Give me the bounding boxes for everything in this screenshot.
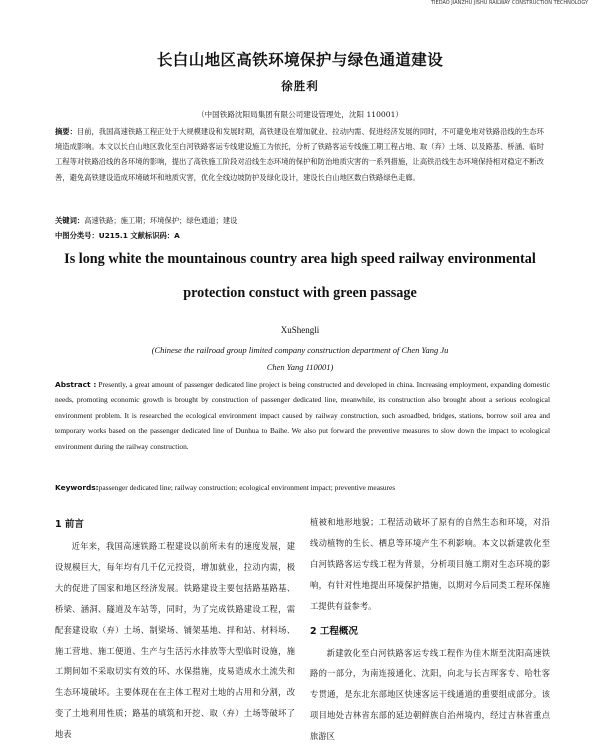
right-column — [310, 512, 550, 747]
english-affiliation-line1: (Chinese the railroad group limited company construction department of Chen Yang Ju — [151, 345, 449, 355]
english-title-line2: protection constuct with green passage — [183, 285, 417, 301]
journal-header: TIEDAO JIANZHU JISHU RAILWAY CONSTRUCTION TECHNOLOGY — [431, 0, 588, 6]
english-abstract — [55, 377, 550, 454]
chinese-author: 徐胜利 — [281, 79, 319, 93]
section2-paragraph: 新建敦化至白河铁路客运专线工程作为佳木斯至沈阳高速铁路的一部分，为南连接通化、沈阳，向北与长吉珲客专、哈牡客专贯通，是东北东部地区快速客运干线通道的重要组成部分。该项目地处吉林省东部的延边朝鲜族自治州境内，经过吉林省重点旅游区 — [310, 647, 550, 742]
chinese-affiliation: （中国铁路沈阳局集团有限公司建设管理处，沈阳 110001） — [196, 110, 404, 119]
chinese-abstract-text: 目前，我国高速铁路工程正处于大规模建设和发展时期，高铁建设在增加就业、拉动内需、促进经济发展的同时，不可避免地对铁路沿线的生态环境造成影响。本文以长白山地区敦化至白河铁路客运专线建设施工为依托，分析了铁路客运专线施工期工程占地、取（弃）土场、以及路基、桥涵、临时工程等对铁路沿线的各环境的影响，提出了高铁施工阶段对沿线生态环境的保护和防治地质灾害的一系列措施，让高铁沿线生态环境保持相对稳定不断改善，避免高铁建设造成环境破坏和地质灾害，优化全线边坡防护及绿化设计，建设长白山地区数白铁路绿色走廊。 — [55, 127, 544, 182]
english-author: XuShengli — [280, 325, 320, 335]
english-keywords-text: passenger dedicated line; railway construction; ecological environment impact; preventive measures — [98, 483, 396, 492]
english-title-line1: Is long white the mountainous country area high speed railway environmental — [64, 251, 536, 267]
english-keywords — [55, 480, 550, 495]
left-column — [55, 514, 295, 745]
section1-paragraph: 近年来，我国高速铁路工程建设以前所未有的速度发展，建设规模巨大，每年均有几千亿元投资，增加就业，拉动内需，极大的促进了国家和地区经济发展。铁路建设主要包括路基路基、桥梁、涵洞、隧道及车站等，同时，为了完成铁路建设工程，需配套建设取（弃）土场、制梁场、铺架基地、拌和站、材料场、施工营地、施工便道、生产与生活污水排放等大型临时设施，施工期间如不采取切实有效的环、水保措施，皮易造成水土流失和生态环境破坏。主要体现在在主体工程对土地的占用和分割，改变了土地利用性质；路基的填筑和开挖、取（弃）土场等破坏了地表 — [55, 541, 295, 740]
chinese-keywords — [55, 213, 550, 228]
classification-text: 中图分类号：U215.1 文献标识码：A — [55, 231, 180, 240]
english-affiliation-line2: Chen Yang 110001) — [266, 362, 334, 372]
english-keywords-label: Keywords: — [55, 483, 99, 492]
chinese-title: 长白山地区高铁环境保护与绿色通道建设 — [156, 51, 444, 69]
chinese-abstract — [55, 124, 550, 185]
section2-heading: 2 工程概况 — [310, 625, 358, 637]
chinese-keywords-label: 关键词： — [55, 216, 85, 225]
classification-line — [55, 228, 550, 243]
section1-heading: 1 前言 — [55, 519, 84, 530]
chinese-abstract-label: 摘要： — [55, 127, 77, 136]
right-paragraph-continued: 植被和地形地貌；工程活动破坏了原有的自然生态和环境，对沿线动植物的生长、栖息等环境产生不利影响。本文以新建敦化至白河铁路客运专线工程为背景，分析项目施工期对生态环境的影响，有针对性地提出环境保护措施，以期对今后同类工程环保施工提供有益参考。 — [310, 517, 550, 611]
chinese-keywords-text: 高速铁路；施工期；环境保护；绿色通道；建设 — [84, 216, 238, 225]
english-abstract-label: Abstract : — [55, 380, 97, 389]
english-abstract-text: Presently, a great amount of passenger dedicated line project is being constructed and developed in china. Increasing employment, expanding domestic needs, promoting economic growth is brought by construction of passenger dedicated line, meanwhile, its construction also brought about a serious ecological environment problem. It is researched the ecological environment impact caused by railway construction, such asroadbed, bridges, stations, borrow soil area and temporary works based on the passenger dedicated line of Dunhua to Baihe. We also put forward the preventive measures to slow down the impact to ecological environment during the railway construction. — [55, 380, 550, 451]
